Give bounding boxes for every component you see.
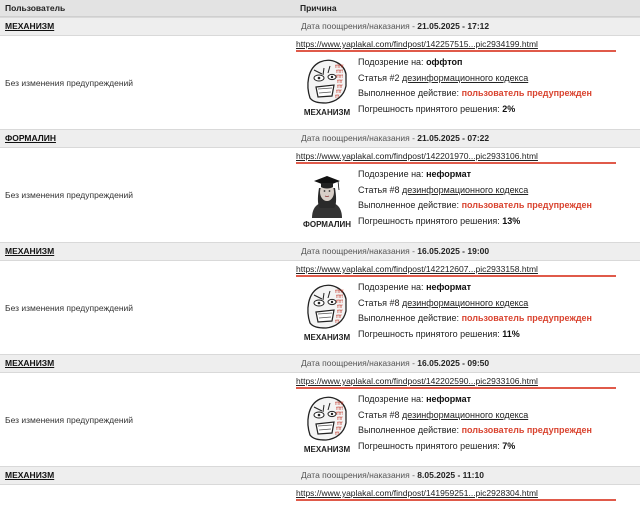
column-reason: Причина — [300, 3, 337, 13]
user-link[interactable]: МЕХАНИЗМ — [5, 21, 55, 31]
entry-body — [0, 373, 640, 466]
svg-text:ffff: ffff — [337, 84, 343, 89]
svg-text:ffff: ffff — [336, 426, 342, 431]
entry-header — [0, 242, 640, 261]
suspicion-value: неформат — [426, 169, 472, 179]
article-line: Статья #2 дезинформационного кодекса — [358, 72, 529, 83]
article-line: Статья #8 дезинформационного кодекса — [358, 409, 529, 420]
svg-text:ffffff: ffffff — [335, 64, 344, 69]
svg-text:ffff: ffff — [337, 416, 343, 421]
suspicion-value: неформат — [426, 282, 472, 292]
suspicion-line: Подозрение на: неформат — [358, 169, 472, 179]
svg-text:fffff: fffff — [336, 294, 343, 299]
error-line: Погрешность принятого решения: 11% — [358, 328, 520, 339]
article-line: Статья #8 дезинформационного кодекса — [358, 297, 529, 308]
verdict-block — [296, 279, 640, 342]
graduate-avatar[interactable] — [302, 168, 352, 218]
entry-header — [0, 17, 640, 36]
column-user: Пользователь — [5, 3, 66, 13]
svg-text:fffff: fffff — [336, 74, 343, 79]
error-value: 13% — [502, 215, 521, 226]
code-link[interactable]: дезинформационного кодекса — [402, 409, 529, 420]
url-underline — [296, 275, 616, 277]
warning-status: Без изменения предупреждений — [5, 302, 134, 313]
error-line: Погрешность принятого решения: 2% — [358, 103, 516, 114]
avatar-box — [296, 54, 358, 117]
entry-header — [0, 129, 640, 148]
code-link[interactable]: дезинформационного кодекса — [402, 297, 529, 308]
entry-date: Дата поощрения/наказания - 16.05.2025 - 09:50 — [301, 358, 490, 368]
url-underline — [296, 50, 616, 52]
entry-date: Дата поощрения/наказания - 21.05.2025 - 17:12 — [301, 21, 490, 31]
action-line: Выполненное действие: пользователь предупрежден — [358, 425, 592, 435]
entry-body — [0, 36, 640, 129]
warning-status: Без изменения предупреждений — [5, 77, 134, 88]
entry-user-cell — [0, 130, 295, 147]
entry-date-value: 21.05.2025 - 07:22 — [417, 133, 490, 143]
entry-details — [290, 36, 640, 129]
avatar-box — [296, 166, 358, 229]
post-link[interactable]: https://www.yaplakal.com/findpost/142202590...pic2933106.html — [296, 376, 538, 386]
avatar-box — [296, 391, 358, 454]
svg-text:ffff: ffff — [337, 309, 343, 314]
svg-text:ffff: ffff — [337, 79, 343, 84]
avatar-username: МЕХАНИЗМ — [303, 445, 351, 454]
svg-text:fff: fff — [335, 431, 340, 436]
action-value: пользователь предупрежден — [461, 313, 592, 323]
suspicion-line: Подозрение на: неформат — [358, 394, 472, 404]
suspicion-line: Подозрение на: неформат — [358, 282, 472, 292]
url-underline — [296, 162, 616, 164]
verdict-block — [296, 54, 640, 117]
entry-date-value: 16.05.2025 - 19:00 — [417, 246, 490, 256]
avatar-username: ФОРМАЛИН — [303, 220, 351, 229]
svg-text:fffff: fffff — [336, 69, 343, 74]
entry-date-value: 21.05.2025 - 17:12 — [417, 21, 490, 31]
entry-details — [290, 148, 640, 242]
entry-date: Дата поощрения/наказания - 16.05.2025 - 19:00 — [301, 246, 490, 256]
action-value: пользователь предупрежден — [461, 88, 592, 98]
entry-date-value: 8.05.2025 - 11:10 — [417, 470, 484, 480]
user-link[interactable]: ФОРМАЛИН — [5, 133, 56, 143]
entry-date: Дата поощрения/наказания - 8.05.2025 - 11:10 — [301, 470, 484, 480]
entry-details — [290, 261, 640, 354]
article-line: Статья #8 дезинформационного кодекса — [358, 184, 529, 195]
entry-user-cell — [0, 355, 295, 372]
verdict-lines — [358, 54, 592, 117]
entry-date: Дата поощрения/наказания - 21.05.2025 - 07:22 — [301, 133, 490, 143]
post-link[interactable]: https://www.yaplakal.com/findpost/142201970...pic2933106.html — [296, 151, 538, 161]
warning-status: Без изменения предупреждений — [5, 414, 134, 425]
suspicion-value: неформат — [426, 394, 472, 404]
svg-text:fffff: fffff — [336, 406, 343, 411]
verdict-block — [296, 391, 640, 454]
svg-text:ffff: ffff — [337, 304, 343, 309]
verdict-lines — [358, 279, 592, 342]
entry-body — [0, 485, 640, 505]
suspicion-line: Подозрение на: оффтоп — [358, 57, 463, 67]
url-underline — [296, 387, 616, 389]
error-value: 11% — [502, 328, 520, 339]
post-link[interactable]: https://www.yaplakal.com/findpost/141959251...pic2928304.html — [296, 488, 538, 498]
rage-face-avatar[interactable] — [302, 56, 352, 106]
verdict-lines — [358, 166, 592, 229]
entry-details — [290, 373, 640, 466]
error-line: Погрешность принятого решения: 7% — [358, 440, 516, 451]
post-link[interactable]: https://www.yaplakal.com/findpost/142257515...pic2934199.html — [296, 39, 538, 49]
entry-header — [0, 466, 640, 485]
verdict-block — [296, 166, 640, 229]
avatar-username: МЕХАНИЗМ — [303, 108, 351, 117]
code-link[interactable]: дезинформационного кодекса — [402, 72, 529, 83]
action-value: пользователь предупрежден — [461, 425, 592, 435]
error-value: 7% — [502, 440, 516, 451]
svg-text:ffffff: ffffff — [335, 401, 344, 406]
avatar-username: МЕХАНИЗМ — [303, 333, 351, 342]
user-link[interactable]: МЕХАНИЗМ — [5, 246, 55, 256]
avatar-box — [296, 279, 358, 342]
user-link[interactable]: МЕХАНИЗМ — [5, 358, 55, 368]
action-line: Выполненное действие: пользователь предупрежден — [358, 88, 592, 98]
verdict-lines — [358, 391, 592, 454]
rage-face-avatar[interactable] — [302, 281, 352, 331]
svg-text:ffffff: ffffff — [335, 289, 344, 294]
error-value: 2% — [502, 103, 516, 114]
post-link[interactable]: https://www.yaplakal.com/findpost/142212607...pic2933158.html — [296, 264, 538, 274]
rage-face-avatar[interactable] — [302, 393, 352, 443]
entry-user-cell — [0, 243, 295, 260]
svg-text:fffff: fffff — [336, 299, 343, 304]
entry-details — [290, 485, 640, 505]
svg-text:ffff: ffff — [336, 89, 342, 94]
action-line: Выполненное действие: пользователь предупрежден — [358, 200, 592, 210]
action-value: пользователь предупрежден — [461, 200, 592, 210]
warning-status — [0, 485, 290, 505]
entry-user-cell — [0, 18, 295, 35]
code-link[interactable]: дезинформационного кодекса — [402, 184, 529, 195]
entry-header — [0, 354, 640, 373]
svg-text:ffff: ffff — [337, 421, 343, 426]
svg-text:fff: fff — [335, 319, 340, 324]
svg-text:fffff: fffff — [336, 411, 343, 416]
svg-text:ffff: ffff — [336, 314, 342, 319]
entry-body — [0, 261, 640, 354]
error-line: Погрешность принятого решения: 13% — [358, 215, 521, 226]
entry-user-cell — [0, 467, 295, 484]
suspicion-value: оффтоп — [426, 57, 463, 67]
svg-text:fff: fff — [335, 94, 340, 99]
entry-body — [0, 148, 640, 242]
warning-status: Без изменения предупреждений — [5, 190, 134, 200]
table-rows — [0, 17, 640, 505]
table-header — [0, 0, 640, 17]
url-underline — [296, 499, 616, 501]
entry-date-value: 16.05.2025 - 09:50 — [417, 358, 490, 368]
user-link[interactable]: МЕХАНИЗМ — [5, 470, 55, 480]
action-line: Выполненное действие: пользователь предупрежден — [358, 313, 592, 323]
